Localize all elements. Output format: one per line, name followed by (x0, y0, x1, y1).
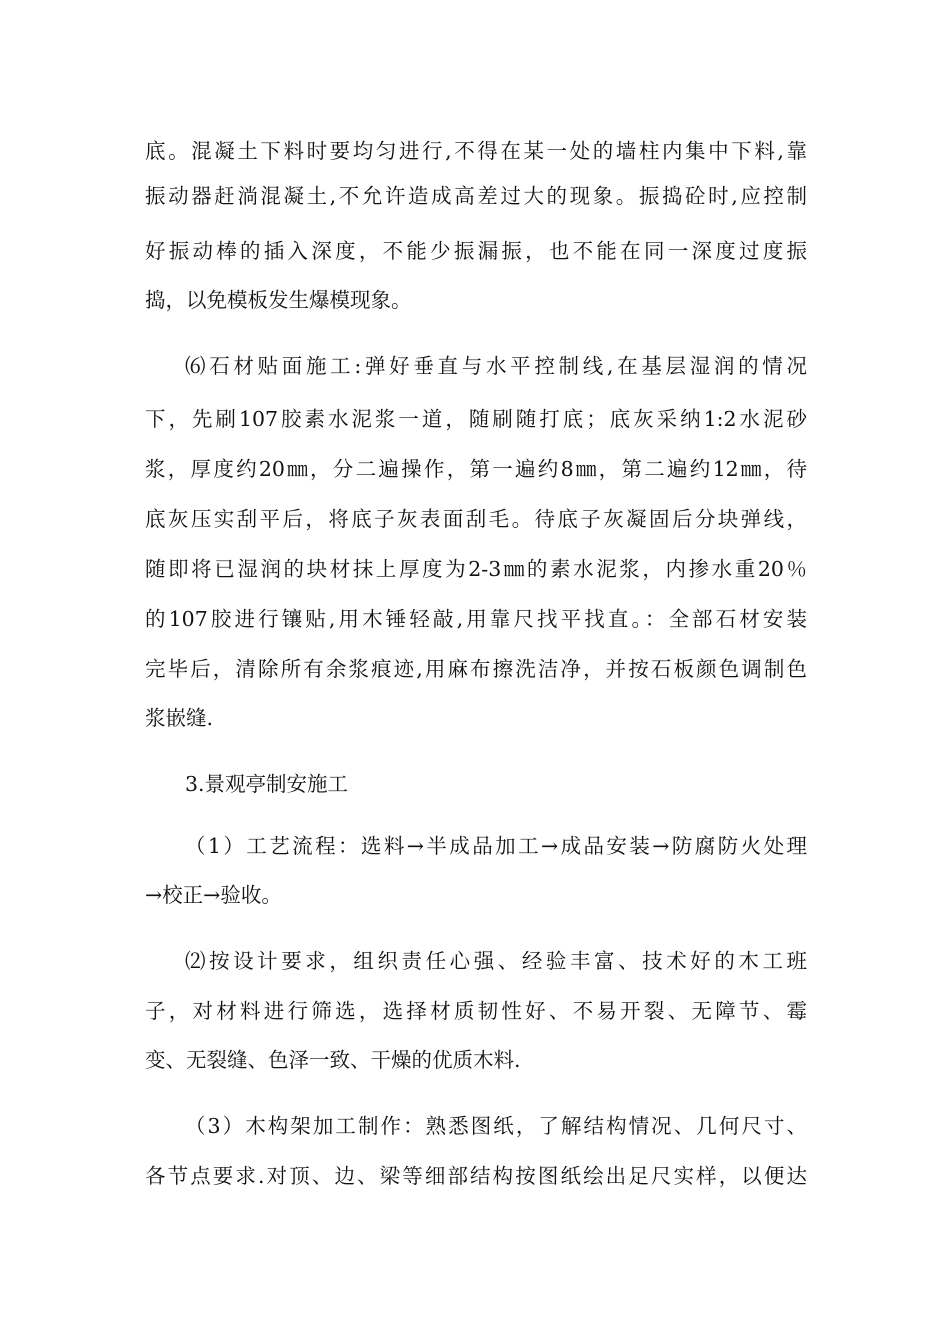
paragraph-line: 下，先刷107胶素水泥浆一道，随刷随打底；底灰采纳1:2水泥砂 (145, 407, 807, 431)
paragraph-line: 子，对材料进行筛选，选择材质韧性好、不易开裂、无障节、霉 (145, 999, 807, 1023)
paragraph-line: 变、无裂缝、色泽一致、干燥的优质木料. (145, 1048, 521, 1072)
paragraph-line: （3）木构架加工制作：熟悉图纸，了解结构情况、几何尺寸、 (185, 1114, 807, 1138)
paragraph-line: 随即将已湿润的块材抹上厚度为2-3㎜的素水泥浆，内掺水重20％ (145, 557, 807, 581)
paragraph-line: 完毕后，清除所有余浆痕迹,用麻布擦洗洁净，并按石板颜色调制色 (145, 657, 807, 681)
paragraph-line: 捣，以免模板发生爆模现象。 (145, 288, 412, 312)
paragraph-line: ⑹石材贴面施工:弹好垂直与水平控制线,在基层湿润的情况 (185, 354, 807, 378)
paragraph-line: ⑵按设计要求，组织责任心强、经验丰富、技术好的木工班 (185, 949, 807, 973)
paragraph-line: 底灰压实刮平后，将底子灰表面刮毛。待底子灰凝固后分块弹线， (145, 507, 807, 531)
paragraph-line: 的107胶进行镶贴,用木锤轻敲,用靠尺找平找直。：全部石材安装 (145, 607, 807, 631)
paragraph-line: 底。混凝土下料时要均匀进行,不得在某一处的墙柱内集中下料,靠 (145, 139, 807, 163)
paragraph-line: 浆嵌缝. (145, 706, 214, 730)
paragraph-line: 振动器赶淌混凝土,不允许造成高差过大的现象。振捣砼时,应控制 (145, 184, 807, 208)
paragraph-line: 好振动棒的插入深度，不能少振漏振，也不能在同一深度过度振 (145, 239, 807, 263)
paragraph-line: 浆，厚度约20㎜，分二遍操作，第一遍约8㎜，第二遍约12㎜，待 (145, 457, 807, 481)
section-heading: 3.景观亭制安施工 (185, 772, 349, 796)
paragraph-line: （1）工艺流程：选料→半成品加工→成品安装→防腐防火处理 (185, 834, 807, 858)
paragraph-line: 各节点要求.对顶、边、梁等细部结构按图纸绘出足尺实样，以便达 (145, 1164, 807, 1188)
paragraph-line: →校正→验收。 (145, 883, 282, 907)
